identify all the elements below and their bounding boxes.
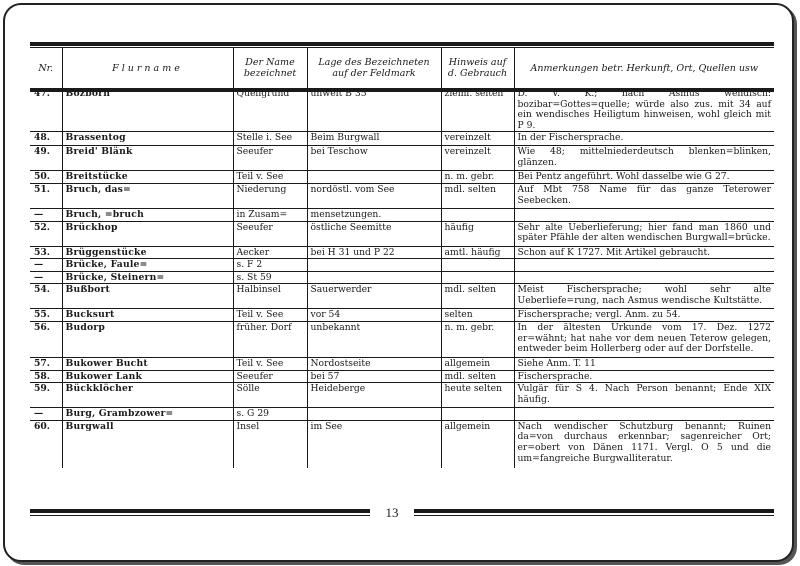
table-row: [30, 420, 774, 468]
table-row: [30, 221, 774, 246]
table-row: [30, 370, 774, 383]
cell-lage: bei 57: [307, 370, 441, 383]
cell-bezeichnet: Seeufer: [233, 370, 307, 383]
cell-bezeichnet: Seeufer: [233, 146, 307, 171]
cell-nr: —: [30, 208, 62, 221]
table-row: [30, 309, 774, 322]
cell-flurname: Brüggenstücke: [62, 246, 233, 259]
cell-hinweis: allgemein: [441, 357, 514, 370]
footer-thin-right: [414, 515, 774, 516]
table-row: [30, 357, 774, 370]
cell-anmerkungen: [514, 408, 774, 421]
cell-lage: Heideberge: [307, 383, 441, 408]
header-bezeichnet: Der Name bezeichnet: [233, 48, 307, 88]
table-row: [30, 246, 774, 259]
cell-bezeichnet: Aecker: [233, 246, 307, 259]
cell-nr: 60.: [30, 420, 62, 468]
cell-lage: Beim Burgwall: [307, 132, 441, 146]
cell-anmerkungen: Nach wendischer Schutzburg benannt; Ruinen da=von durchaus erkennbar; sagenreicher Ort; er=obert von Dänen 1171. Vergl. O 5 und die um=fangreiche Burgwalliteratur.: [514, 420, 774, 468]
cell-bezeichnet: s. G 29: [233, 408, 307, 421]
cell-nr: —: [30, 259, 62, 272]
cell-lage: [307, 171, 441, 184]
cell-flurname: Burg, Grambzower=: [62, 408, 233, 421]
footer-rule-right: [414, 509, 774, 513]
cell-hinweis: [441, 408, 514, 421]
cell-lage: mensetzungen.: [307, 208, 441, 221]
cell-flurname: Breitstücke: [62, 171, 233, 184]
cell-lage: östliche Seemitte: [307, 221, 441, 246]
cell-anmerkungen: D. V. K.; nach Asmus wendisch: bozibar=Gottes=quelle; würde also zus. mit 34 auf ein wendisches Heiligtum hinweisen, wohl gleich mit P 9.: [514, 88, 774, 132]
cell-flurname: Burgwall: [62, 420, 233, 468]
cell-hinweis: mdl. selten: [441, 370, 514, 383]
cell-nr: 59.: [30, 383, 62, 408]
cell-flurname: Brückhop: [62, 221, 233, 246]
cell-anmerkungen: Fischersprache.: [514, 370, 774, 383]
cell-nr: 47.: [34, 88, 50, 99]
cell-anmerkungen: Fischersprache; vergl. Anm. zu 54.: [514, 309, 774, 322]
cell-anmerkungen: In der Fischersprache.: [514, 132, 774, 146]
cell-bezeichnet: Halbinsel: [233, 284, 307, 309]
cell-flurname: Brücke, Faule=: [62, 259, 233, 272]
cell-hinweis: n. m. gebr.: [441, 321, 514, 357]
cell-flurname: Bruch, das=: [62, 183, 233, 208]
table-row: [30, 271, 774, 284]
cell-hinweis: n. m. gebr.: [441, 171, 514, 184]
table-row: [30, 259, 774, 272]
cell-hinweis: heute selten: [441, 383, 514, 408]
cell-anmerkungen: Sehr alte Ueberlieferung; hier fand man 1860 und später Pfähle der alten wendischen Burgwall=brücke.: [514, 221, 774, 246]
table-row: [30, 132, 774, 146]
cell-nr: 58.: [30, 370, 62, 383]
cell-hinweis: allgemein: [441, 420, 514, 468]
cell-anmerkungen: Vulgär für S 4. Nach Person benannt; Ende XIX häufig.: [514, 383, 774, 408]
cell-lage: [307, 259, 441, 272]
cell-flurname: Bukower Bucht: [62, 357, 233, 370]
header-hinweis: Hinweis auf d. Gebrauch: [441, 48, 514, 88]
cell-hinweis: häufig: [441, 221, 514, 246]
cell-bezeichnet: Quellgrund: [233, 88, 307, 132]
cell-anmerkungen: In der ältesten Urkunde vom 17. Dez. 1272 er=wähnt; hat nahe vor dem neuen Teterow gelegen, entweder beim Hollerberg oder auf der Dorfstelle.: [514, 321, 774, 357]
cell-lage: vor 54: [307, 309, 441, 322]
flurnamen-table: [30, 48, 774, 468]
cell-lage: bei Teschow: [307, 146, 441, 171]
table-row: [30, 171, 774, 184]
table-row: [30, 146, 774, 171]
cell-hinweis: zieml. selten: [441, 88, 514, 132]
cell-anmerkungen: Schon auf K 1727. Mit Artikel gebraucht.: [514, 246, 774, 259]
cell-lage: unbekannt: [307, 321, 441, 357]
cell-bezeichnet: Stelle i. See: [233, 132, 307, 146]
header-anmerkungen: Anmerkungen betr. Herkunft, Ort, Quellen usw: [514, 48, 774, 88]
cell-flurname: Budorp: [62, 321, 233, 357]
cell-hinweis: [441, 271, 514, 284]
cell-anmerkungen: Bei Pentz angeführt. Wohl dasselbe wie G 27.: [514, 171, 774, 184]
cell-bezeichnet: s. St 59: [233, 271, 307, 284]
cell-nr: 51.: [30, 183, 62, 208]
cell-anmerkungen: [514, 208, 774, 221]
cell-anmerkungen: [514, 271, 774, 284]
table-row: [30, 321, 774, 357]
header-row: [30, 48, 774, 88]
cell-nr: 54.: [30, 284, 62, 309]
cell-hinweis: vereinzelt: [441, 132, 514, 146]
cell-bezeichnet: Teil v. See: [233, 171, 307, 184]
table-body: [30, 88, 774, 468]
cell-lage: nordöstl. vom See: [307, 183, 441, 208]
header-flurname: Flurname: [62, 48, 233, 88]
footer-rule-left: [30, 509, 370, 513]
cell-bezeichnet: Teil v. See: [233, 357, 307, 370]
cell-anmerkungen: Meist Fischersprache; wohl sehr alte Ueberliefe=rung, nach Asmus wendische Kultstätte.: [514, 284, 774, 309]
cell-nr: 53.: [30, 246, 62, 259]
cell-lage: Sauerwerder: [307, 284, 441, 309]
cell-nr: 52.: [30, 221, 62, 246]
cell-lage: im See: [307, 420, 441, 468]
cell-hinweis: [441, 259, 514, 272]
cell-flurname: Brücke, Steinern=: [62, 271, 233, 284]
table-row: [30, 383, 774, 408]
cell-hinweis: vereinzelt: [441, 146, 514, 171]
cell-nr: 55.: [30, 309, 62, 322]
cell-flurname: Bückklöcher: [62, 383, 233, 408]
header-lage: Lage des Bezeichneten auf der Feldmark: [307, 48, 441, 88]
cell-nr: 57.: [30, 357, 62, 370]
cell-bezeichnet: Seeufer: [233, 221, 307, 246]
cell-nr: 56.: [30, 321, 62, 357]
footer-thin-left: [30, 515, 370, 516]
cell-lage: [307, 408, 441, 421]
cell-lage: unweit B 35: [307, 88, 441, 132]
cell-flurname: Bukower Lank: [62, 370, 233, 383]
cell-hinweis: selten: [441, 309, 514, 322]
cell-bezeichnet: in Zusam=: [233, 208, 307, 221]
cell-flurname: Bußbort: [62, 284, 233, 309]
cell-bezeichnet: Niederung: [233, 183, 307, 208]
cell-hinweis: mdl. selten: [441, 183, 514, 208]
header-nr: Nr.: [38, 62, 54, 74]
cell-flurname: Brassentog: [62, 132, 233, 146]
cell-lage: bei H 31 und P 22: [307, 246, 441, 259]
table-row: [30, 88, 774, 132]
cell-flurname: Breid' Blänk: [62, 146, 233, 171]
cell-nr: 50.: [30, 171, 62, 184]
top-rule: [30, 42, 774, 46]
cell-hinweis: amtl. häufig: [441, 246, 514, 259]
cell-hinweis: [441, 208, 514, 221]
cell-nr: —: [30, 271, 62, 284]
cell-nr: 48.: [30, 132, 62, 146]
cell-flurname: Bruch, =bruch: [62, 208, 233, 221]
cell-nr: —: [30, 408, 62, 421]
cell-anmerkungen: Auf Mbt 758 Name für das ganze Teterower Seebecken.: [514, 183, 774, 208]
cell-lage: Nordostseite: [307, 357, 441, 370]
cell-flurname: Bucksurt: [62, 309, 233, 322]
page-number: 13: [385, 505, 399, 520]
cell-nr: 49.: [30, 146, 62, 171]
table-row: [30, 208, 774, 221]
table-row: [30, 183, 774, 208]
cell-anmerkungen: Siehe Anm. T. 11: [514, 357, 774, 370]
cell-lage: [307, 271, 441, 284]
cell-anmerkungen: [514, 259, 774, 272]
cell-flurname: Bozborn: [62, 88, 233, 132]
cell-bezeichnet: Insel: [233, 420, 307, 468]
table-row: [30, 284, 774, 309]
cell-anmerkungen: Wie 48; mittelniederdeutsch blenken=blinken, glänzen.: [514, 146, 774, 171]
cell-bezeichnet: früher. Dorf: [233, 321, 307, 357]
cell-hinweis: mdl. selten: [441, 284, 514, 309]
cell-bezeichnet: Teil v. See: [233, 309, 307, 322]
table-row: [30, 408, 774, 421]
cell-bezeichnet: Sölle: [233, 383, 307, 408]
cell-bezeichnet: s. F 2: [233, 259, 307, 272]
